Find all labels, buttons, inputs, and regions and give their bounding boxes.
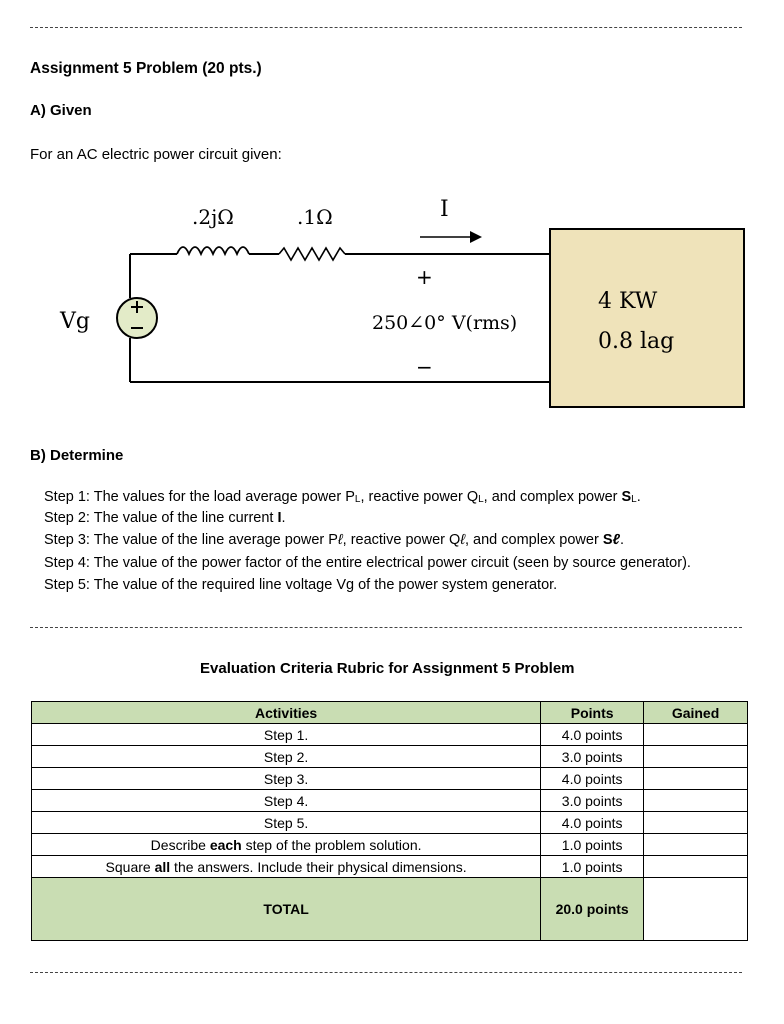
step-4-text: Step 4: The value of the power factor of the entire electrical power circuit (seen by source generator).	[44, 555, 691, 571]
points-cell: 4.0 points	[541, 768, 644, 790]
load-power-label: 4 KW	[598, 289, 658, 314]
section-a-heading: A) Given	[30, 102, 92, 119]
gained-cell[interactable]	[644, 834, 748, 856]
points-cell: 3.0 points	[541, 746, 644, 768]
table-row	[32, 812, 748, 834]
gained-cell[interactable]	[644, 856, 748, 878]
bottom-divider	[30, 972, 742, 973]
current-label: I	[440, 197, 449, 222]
step-3-text: Step 3: The value of the line average power Pℓ, reactive power Qℓ, and complex power Sℓ.	[44, 532, 625, 548]
intro-text: For an AC electric power circuit given:	[30, 146, 282, 163]
header-activities: Activities	[32, 702, 541, 724]
activity-cell: Step 3.	[32, 768, 541, 790]
rubric-table	[31, 701, 748, 941]
page-title: Assignment 5 Problem (20 pts.)	[30, 60, 262, 77]
inductor-symbol	[177, 247, 249, 254]
total-points: 20.0 points	[541, 878, 644, 941]
resistor-label: .1Ω	[297, 205, 333, 229]
source-label: Vg	[60, 309, 90, 334]
rubric-title: Evaluation Criteria Rubric for Assignment 5 Problem	[200, 660, 575, 677]
load-minus: −	[416, 355, 433, 379]
load-box	[550, 229, 744, 407]
table-row	[32, 856, 748, 878]
activity-cell: Step 2.	[32, 746, 541, 768]
step-1-text: Step 1: The values for the load average power $P_L$, reactive power $Q_L$, and complex power $S_L$.	[44, 489, 641, 505]
activity-cell: Describe each step of the problem solution.	[32, 834, 541, 856]
resistor-symbol	[279, 248, 345, 260]
load-pf-label: 0.8 lag	[598, 329, 675, 354]
activity-cell: Step 4.	[32, 790, 541, 812]
points-cell: 1.0 points	[541, 856, 644, 878]
table-row	[32, 746, 748, 768]
step-5-text: Step 5: The value of the required line voltage Vg of the power system generator.	[44, 577, 558, 593]
table-row	[32, 724, 748, 746]
current-arrow-head	[470, 231, 482, 243]
points-cell: 3.0 points	[541, 790, 644, 812]
activity-cell: Square all the answers. Include their physical dimensions.	[32, 856, 541, 878]
points-cell: 4.0 points	[541, 812, 644, 834]
total-gained-cell[interactable]	[644, 878, 748, 941]
gained-cell[interactable]	[644, 768, 748, 790]
circuit-diagram	[0, 180, 784, 420]
total-label: TOTAL	[32, 878, 541, 941]
gained-cell[interactable]	[644, 746, 748, 768]
header-points: Points	[541, 702, 644, 724]
points-cell: 1.0 points	[541, 834, 644, 856]
top-divider	[30, 27, 742, 28]
activity-cell: Step 1.	[32, 724, 541, 746]
header-gained: Gained	[644, 702, 748, 724]
activity-cell: Step 5.	[32, 812, 541, 834]
rubric-header-row	[32, 702, 748, 724]
table-row	[32, 834, 748, 856]
table-row	[32, 768, 748, 790]
table-row	[32, 790, 748, 812]
gained-cell[interactable]	[644, 790, 748, 812]
gained-cell[interactable]	[644, 812, 748, 834]
middle-divider	[30, 627, 742, 628]
total-row	[32, 878, 748, 941]
inductor-label: .2jΩ	[192, 205, 234, 229]
gained-cell[interactable]	[644, 724, 748, 746]
load-voltage-label: 250∠0° V(rms)	[372, 312, 518, 334]
step-2-text: Step 2: The value of the line current I.	[44, 510, 286, 526]
load-plus: +	[416, 265, 433, 289]
section-b-heading: B) Determine	[30, 447, 124, 464]
points-cell: 4.0 points	[541, 724, 644, 746]
